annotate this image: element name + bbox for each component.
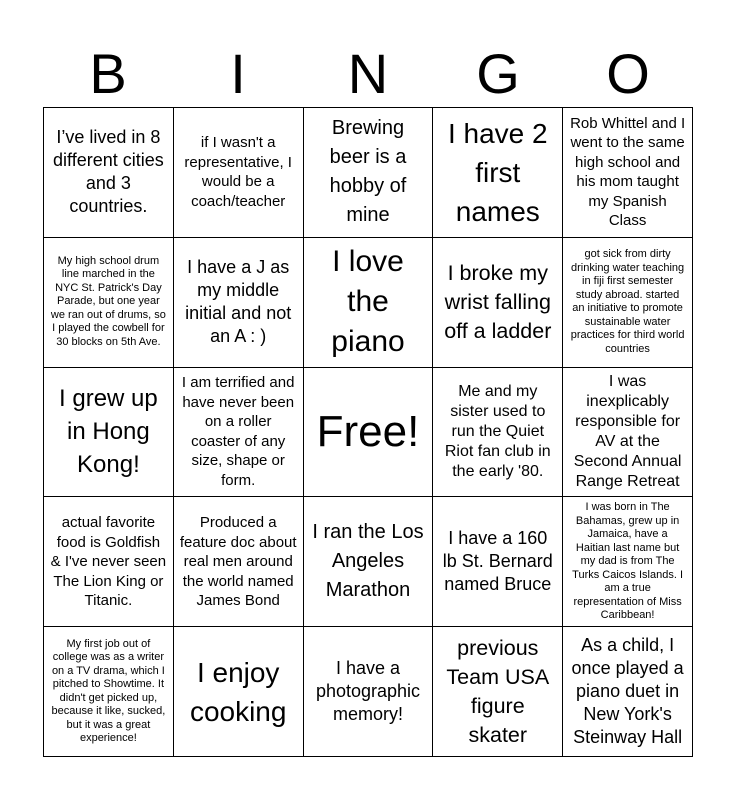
title-letter-i: I xyxy=(230,42,246,105)
bingo-cell[interactable] xyxy=(304,497,434,627)
title-letter-n: N xyxy=(347,42,389,105)
cell-text: I enjoy cooking xyxy=(189,656,287,727)
cell-text: My first job out of college was as a writer on a TV drama, which I pitched to Showtime. It didn't get picked up, because it like, sucked, but it was a great experience! xyxy=(51,637,166,745)
bingo-card xyxy=(43,107,693,757)
cell-text: if I wasn't a representative, I would be a coach/teacher xyxy=(184,134,292,210)
cell-text: Produced a feature doc about real men around the world named James Bond xyxy=(179,514,297,610)
cell-text: I have a 160 lb St. Bernard named Bruce xyxy=(442,528,553,595)
free-space-text: Free! xyxy=(316,406,420,456)
bingo-cell[interactable] xyxy=(174,108,304,238)
cell-text: I was inexplicably responsible for AV at the Second Annual Range Retreat xyxy=(573,372,682,490)
cell-text: My high school drum line marched in the NYC St. Patrick's Day Parade, but one year we ran out of drums, so I played the cowbell for 30 blocks on 5th Ave. xyxy=(50,254,166,348)
cell-text: Rob Whittel and I went to the same high school and his mom taught my Spanish Class xyxy=(570,114,686,230)
bingo-cell[interactable] xyxy=(433,368,563,498)
bingo-cell[interactable] xyxy=(44,368,174,498)
cell-text: Brewing beer is a hobby of mine xyxy=(329,117,407,227)
cell-text: I love the piano xyxy=(331,245,405,359)
bingo-cell[interactable] xyxy=(563,497,693,627)
bingo-cell[interactable] xyxy=(44,108,174,238)
cell-text: I was born in The Bahamas, grew up in Jamaica, have a Haitian last name but my dad is from The Turks Caicos Islands. I am a true representation of Miss Caribbean! xyxy=(572,501,684,622)
cell-text: actual favorite food is Goldfish & I've never seen The Lion King or Titanic. xyxy=(50,514,167,610)
bingo-title xyxy=(43,42,693,106)
cell-text: I’ve lived in 8 different cities and 3 countries. xyxy=(53,127,164,217)
bingo-cell[interactable] xyxy=(433,627,563,757)
cell-text: I ran the Los Angeles Marathon xyxy=(312,521,424,602)
bingo-cell[interactable] xyxy=(304,627,434,757)
cell-text: got sick from dirty drinking water teaching in fiji first semester study abroad. started an initiative to promote sustainable water practices for third world countries xyxy=(570,248,685,355)
bingo-free-cell[interactable] xyxy=(304,368,434,498)
bingo-cell[interactable] xyxy=(563,108,693,238)
cell-text: I am terrified and have never been on a roller coaster of any size, shape or form. xyxy=(181,374,295,489)
cell-text: previous Team USA figure skater xyxy=(446,635,550,747)
title-letter-o: O xyxy=(606,42,650,105)
bingo-cell[interactable] xyxy=(44,627,174,757)
bingo-cell[interactable] xyxy=(44,238,174,368)
cell-text: I have a photographic memory! xyxy=(315,658,421,725)
bingo-cell[interactable] xyxy=(433,497,563,627)
bingo-cell[interactable] xyxy=(433,238,563,368)
bingo-cell[interactable] xyxy=(174,497,304,627)
bingo-cell[interactable] xyxy=(563,368,693,498)
bingo-cell[interactable] xyxy=(563,627,693,757)
cell-text: I have 2 first names xyxy=(447,117,548,227)
cell-text: I grew up in Hong Kong! xyxy=(59,385,158,479)
cell-text: As a child, I once played a piano duet in New York's Steinway Hall xyxy=(571,635,684,748)
bingo-cell[interactable] xyxy=(304,238,434,368)
bingo-cell[interactable] xyxy=(433,108,563,238)
bingo-cell[interactable] xyxy=(174,627,304,757)
title-letter-b: B xyxy=(89,42,127,105)
bingo-cell[interactable] xyxy=(174,368,304,498)
bingo-cell[interactable] xyxy=(304,108,434,238)
bingo-cell[interactable] xyxy=(563,238,693,368)
bingo-cell[interactable] xyxy=(44,497,174,627)
cell-text: I have a J as my middle initial and not an A : ) xyxy=(185,257,292,347)
title-letter-g: G xyxy=(476,42,520,105)
bingo-cell[interactable] xyxy=(174,238,304,368)
cell-text: Me and my sister used to run the Quiet Riot fan club in the early '80. xyxy=(444,382,551,480)
cell-text: I broke my wrist falling off a ladder xyxy=(444,260,552,343)
